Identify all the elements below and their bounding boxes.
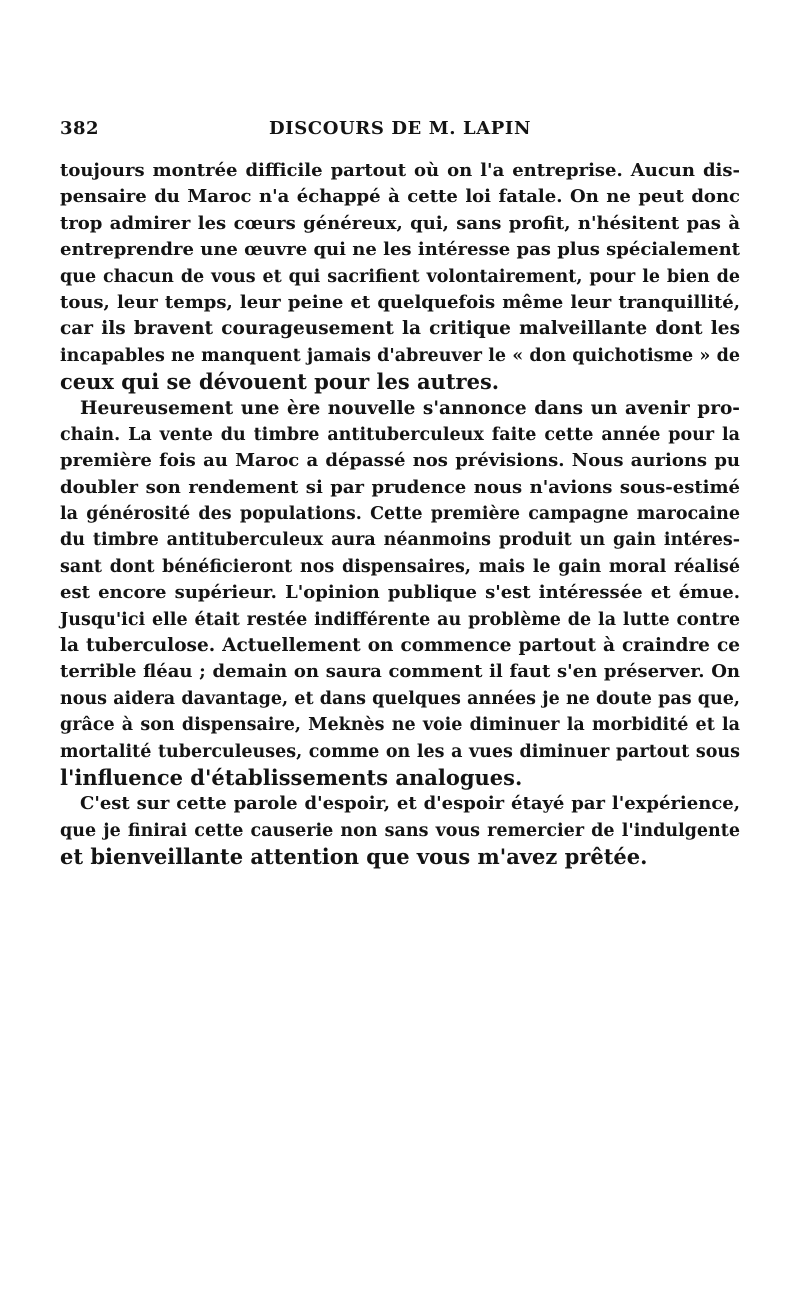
text-line: première fois au Maroc a dépassé nos prévisions. Nous aurions pu — [60, 450, 740, 472]
text-line: la tuberculose. Actuellement on commence partout à craindre ce — [60, 635, 740, 657]
text-line: trop admirer les cœurs généreux, qui, sans profit, n'hésitent pas à — [60, 212, 740, 234]
paragraph-1 — [60, 158, 740, 396]
text-line: tous, leur temps, leur peine et quelquefois même leur tranquillité, — [60, 291, 740, 313]
text-line: l'influence d'établissements analogues. — [60, 764, 523, 790]
text-line: entreprendre une œuvre qui ne les intéresse pas plus spécialement — [60, 239, 740, 261]
text-line: ceux qui se dévouent pour les autres. — [60, 369, 500, 395]
text-line: toujours montrée difficile partout où on l'a entreprise. Aucun dis- — [60, 160, 740, 181]
running-head — [60, 118, 740, 144]
text-line: que chacun de vous et qui sacrifient volontairement, pour le bien de — [60, 266, 740, 287]
paragraph-3 — [60, 791, 740, 870]
text-line: la générosité des populations. Cette première campagne marocaine — [60, 504, 740, 525]
text-line: Jusqu'ici elle était restée indifférente au problème de la lutte contre — [60, 609, 740, 630]
text-line: terrible fléau ; demain on saura comment il faut s'en préserver. On — [60, 661, 740, 683]
text-line: du timbre antituberculeux aura néanmoins produit un gain intéres- — [60, 530, 740, 551]
text-line: mortalité tuberculeuses, comme on les a vues diminuer partout sous — [60, 741, 740, 762]
text-line: sant dont bénéficieront nos dispensaires, mais le gain moral réalisé — [60, 556, 740, 577]
text-line: doubler son rendement si par prudence nous n'avions sous-estimé — [60, 476, 740, 498]
text-line: est encore supérieur. L'opinion publique s'est intéressée et émue. — [60, 582, 740, 604]
body-text — [60, 158, 740, 871]
text-line: pensaire du Maroc n'a échappé à cette loi fatale. On ne peut donc — [60, 186, 740, 208]
text-line: et bienveillante attention que vous m'avez prêtée. — [60, 844, 648, 870]
running-title: DISCOURS DE M. LAPIN — [268, 118, 532, 139]
paragraph-2 — [60, 396, 740, 792]
text-line: grâce à son dispensaire, Meknès ne voie diminuer la morbidité et la — [60, 715, 740, 736]
text-line: car ils bravent courageusement la critique malveillante dont les — [60, 318, 740, 340]
text-line: C'est sur cette parole d'espoir, et d'espoir étayé par l'expérience, — [80, 793, 740, 815]
text-line: que je finirai cette causerie non sans vous remercier de l'indulgente — [60, 820, 740, 841]
text-line: nous aidera davantage, et dans quelques années je ne doute pas que, — [60, 688, 740, 709]
text-line: Heureusement une ère nouvelle s'annonce dans un avenir pro- — [80, 397, 740, 419]
text-line: incapables ne manquent jamais d'abreuver le « don quichotisme » de — [60, 345, 740, 366]
text-line: chain. La vente du timbre antituberculeux faite cette année pour la — [60, 424, 740, 445]
page-number: 382 — [60, 118, 100, 139]
